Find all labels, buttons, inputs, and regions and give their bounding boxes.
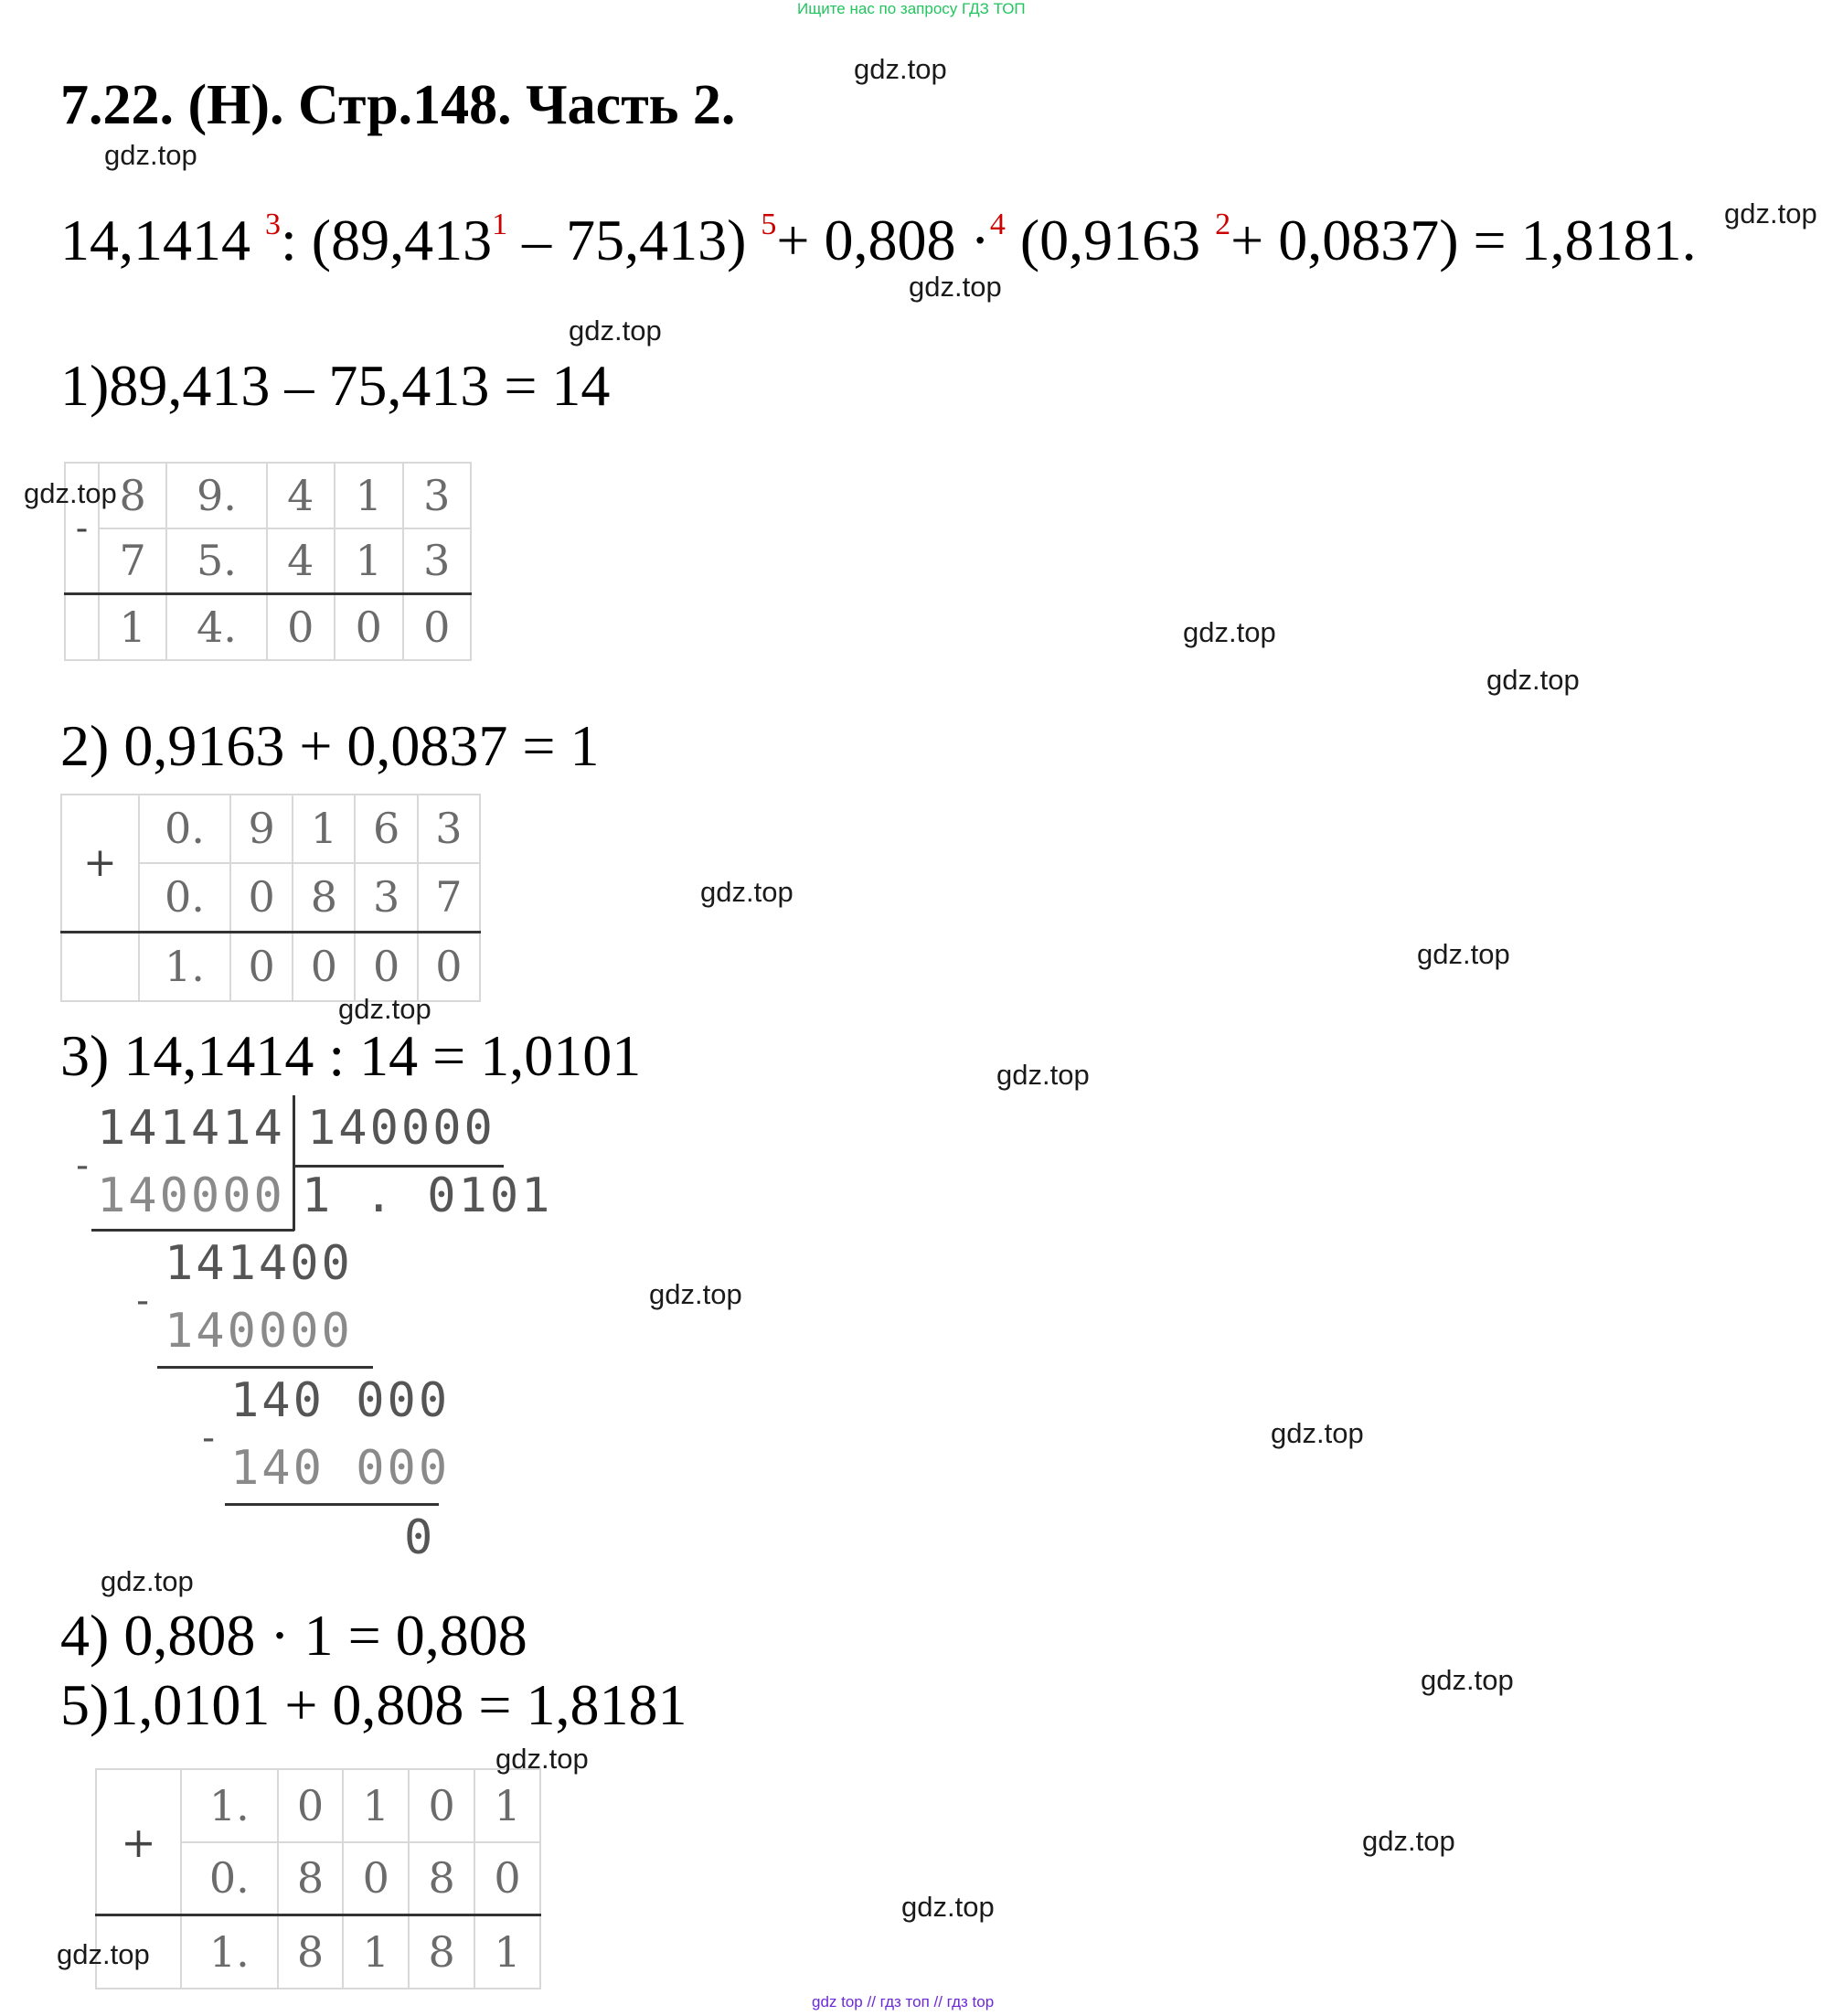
cell: 0. [139, 795, 230, 863]
step-number: 1 [492, 208, 508, 241]
cell: 8 [278, 1915, 344, 1989]
minus-sign: - [65, 463, 99, 594]
watermark: gdz.top [338, 993, 431, 1025]
expr-part: (0,9163 [1005, 208, 1216, 272]
cell: 0 [267, 594, 335, 660]
watermark: gdz.top [1362, 1825, 1455, 1857]
watermark: gdz.top [901, 1891, 995, 1923]
watermark: gdz.top [495, 1743, 589, 1775]
rule [225, 1503, 439, 1506]
watermark: gdz.top [1417, 938, 1510, 970]
cell: 1 [99, 594, 166, 660]
addition-table-2 [95, 1768, 541, 1989]
remainder-1: 141400 [165, 1236, 353, 1291]
rule [91, 1229, 294, 1232]
cell: 8 [278, 1842, 344, 1915]
division-bar [293, 1095, 295, 1231]
cell: 7 [99, 528, 166, 594]
expr-part: 14,1414 [60, 208, 265, 272]
plus-sign: + [96, 1769, 181, 1915]
quotient: 1 . 0101 [302, 1168, 553, 1223]
cell: 1 [343, 1915, 409, 1989]
top-search-note: Ищите нас по запросу ГДЗ ТОП [797, 0, 1026, 17]
footer-note: gdz top // гдз топ // гдз top [812, 1993, 995, 2011]
cell: 9. [166, 463, 266, 528]
cell: 6 [355, 795, 417, 863]
watermark: gdz.top [649, 1278, 742, 1310]
plus-sign: + [61, 795, 139, 932]
expr-part: + 0,0837) = 1,8181. [1230, 208, 1697, 272]
cell: 1. [181, 1769, 277, 1842]
cell: 0 [343, 1842, 409, 1915]
cell: 7 [418, 863, 480, 933]
cell: 1. [139, 932, 230, 1001]
minus-sign: - [132, 1280, 157, 1322]
cell: 0. [181, 1842, 277, 1915]
cell: 1 [335, 528, 402, 594]
remainder-2: 140 000 [230, 1373, 451, 1428]
cell: 0 [474, 1842, 540, 1915]
cell: 1 [293, 795, 355, 863]
cell: 8 [99, 463, 166, 528]
watermark: gdz.top [1486, 664, 1580, 696]
expression [60, 207, 1697, 274]
step-5: 5)1,0101 + 0,808 = 1,8181 [60, 1672, 687, 1737]
cell: 0 [278, 1769, 344, 1842]
cell: 9 [230, 795, 293, 863]
cell: 1 [335, 463, 402, 528]
watermark: gdz.top [1183, 616, 1276, 648]
watermark: gdz.top [909, 271, 1002, 303]
cell: 4 [267, 463, 335, 528]
cell: 3 [403, 463, 472, 528]
cell: 3 [403, 528, 472, 594]
rule [157, 1366, 373, 1369]
final-remainder: 0 [404, 1510, 436, 1565]
cell: 0 [355, 932, 417, 1001]
cell: 5. [166, 528, 266, 594]
watermark: gdz.top [1271, 1417, 1364, 1449]
subtrahend-1: 140000 [97, 1168, 285, 1223]
watermark: gdz.top [996, 1059, 1090, 1091]
cell: 0 [230, 863, 293, 933]
minus-sign: - [71, 1145, 97, 1187]
watermark: gdz.top [1724, 197, 1817, 229]
watermark: gdz.top [854, 53, 947, 85]
dividend: 141414 [97, 1101, 285, 1156]
cell: 1. [181, 1915, 277, 1989]
cell: 0 [230, 932, 293, 1001]
cell: 0. [139, 863, 230, 933]
cell: 1 [343, 1769, 409, 1842]
cell: 0 [403, 594, 472, 660]
step-number: 4 [989, 208, 1006, 241]
divisor-underline [295, 1165, 504, 1168]
step-2: 2) 0,9163 + 0,0837 = 1 [60, 713, 600, 778]
cell: 8 [293, 863, 355, 933]
expr-part: : (89,413 [281, 208, 493, 272]
page-title: 7.22. (Н). Стр.148. Часть 2. [60, 74, 736, 136]
cell: 0 [335, 594, 402, 660]
minus-sign: - [197, 1417, 223, 1459]
watermark: gdz.top [101, 1565, 194, 1597]
step-4: 4) 0,808 · 1 = 0,808 [60, 1603, 527, 1668]
cell: 4. [166, 594, 266, 660]
step-number: 3 [265, 208, 281, 241]
cell: 3 [418, 795, 480, 863]
addition-table-1 [60, 794, 481, 1002]
subtrahend-3: 140 000 [230, 1441, 451, 1496]
expr-part: + 0,808 · [776, 208, 990, 272]
cell: 8 [409, 1842, 474, 1915]
subtraction-table [64, 462, 472, 661]
cell: 0 [409, 1769, 474, 1842]
cell: 1 [474, 1915, 540, 1989]
watermark: gdz.top [700, 876, 794, 908]
cell: 0 [293, 932, 355, 1001]
expr-part: – 75,413) [507, 208, 762, 272]
subtrahend-2: 140000 [165, 1304, 353, 1359]
watermark: gdz.top [57, 1938, 150, 1970]
cell: 1 [474, 1769, 540, 1842]
watermark: gdz.top [1421, 1664, 1514, 1696]
step-number: 5 [761, 208, 777, 241]
cell: 8 [409, 1915, 474, 1989]
watermark: gdz.top [24, 477, 117, 509]
watermark: gdz.top [569, 315, 662, 347]
step-number: 2 [1215, 208, 1231, 241]
cell: 3 [355, 863, 417, 933]
cell: 4 [267, 528, 335, 594]
divisor: 140000 [307, 1101, 495, 1156]
cell: 0 [418, 932, 480, 1001]
watermark: gdz.top [104, 139, 197, 171]
step-1: 1)89,413 – 75,413 = 14 [60, 353, 611, 418]
step-3: 3) 14,1414 : 14 = 1,0101 [60, 1023, 642, 1088]
